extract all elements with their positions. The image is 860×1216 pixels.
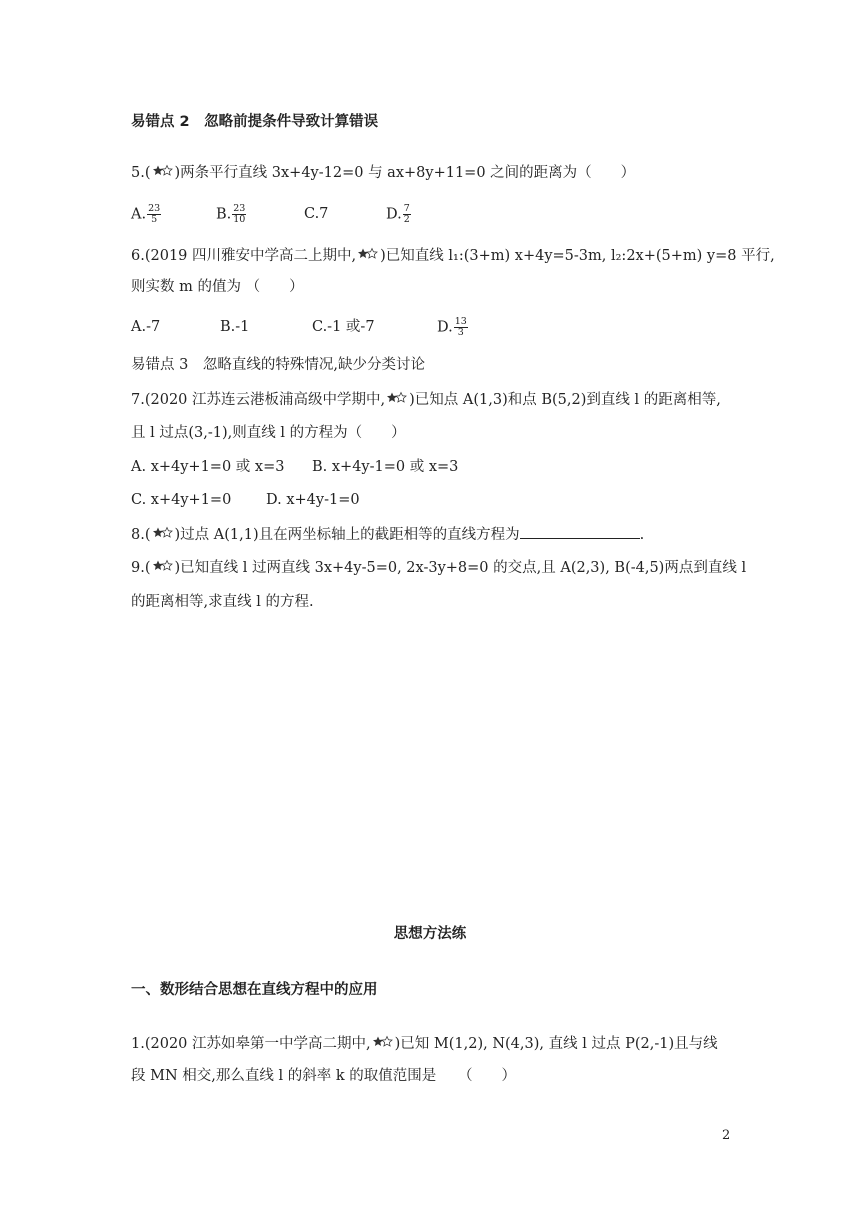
q6-option-d: D. $\frac{13}{3}$ xyxy=(437,316,467,338)
difficulty-stars-icon xyxy=(152,525,174,545)
section-title-error-3: 易错点 3 忽略直线的特殊情况,缺少分类讨论 xyxy=(131,357,425,373)
q7-option-d: D. x+4y-1=0 xyxy=(266,492,360,508)
method-subsection-title: 一、数形结合思想在直线方程中的应用 xyxy=(131,982,378,998)
question-9-line2: 的距离相等,求直线 l 的方程. xyxy=(131,594,314,610)
question-7-line2: 且 l 过点(3,-1),则直线 l 的方程为（ ） xyxy=(131,425,406,441)
section-title-error-2: 易错点 2 忽略前提条件导致计算错误 xyxy=(131,114,379,130)
question-6: 6.(2019 四川雅安中学高二上期中, )已知直线 l₁:(3+m) x+4y=5-3m, l₂:2x+(5+m) y=8 平行, xyxy=(131,248,775,264)
q7-option-c: C. x+4y+1=0 xyxy=(131,492,232,508)
method-question-1-line2: 段 MN 相交,那么直线 l 的斜率 k 的取值范围是 （ ） xyxy=(131,1068,516,1084)
q5-option-c: C.7 xyxy=(304,206,329,222)
question-9: 9.( )已知直线 l 过两直线 3x+4y-5=0, 2x-3y+8=0 的交点,且 A(2,3), B(-4,5)两点到直线 l xyxy=(131,560,747,576)
question-7: 7.(2020 江苏连云港板浦高级中学期中, )已知点 A(1,3)和点 B(5,2)到直线 l 的距离相等, xyxy=(131,392,721,408)
answer-blank[interactable] xyxy=(520,524,640,539)
method-question-1: 1.(2020 江苏如皋第一中学高二期中, )已知 M(1,2), N(4,3), 直线 l 过点 P(2,-1)且与线 xyxy=(131,1036,718,1052)
difficulty-stars-icon xyxy=(372,1034,394,1054)
q7-option-b: B. x+4y-1=0 或 x=3 xyxy=(312,459,459,475)
question-5: 5.( )两条平行直线 3x+4y-12=0 与 ax+8y+11=0 之间的距离为（ ） xyxy=(131,165,636,181)
question-8: 8.( )过点 A(1,1)且在两坐标轴上的截距相等的直线方程为 . xyxy=(131,524,644,545)
page-number: 2 xyxy=(722,1128,731,1143)
q6-option-c: C.-1 或-7 xyxy=(312,319,375,335)
difficulty-stars-icon xyxy=(152,558,174,578)
q6-option-b: B.-1 xyxy=(220,319,250,335)
q5-option-a: A. $\frac{23}{5}$ xyxy=(131,203,161,225)
difficulty-stars-icon xyxy=(152,163,174,183)
q5-option-b: B. $\frac{23}{10}$ xyxy=(216,203,246,225)
q6-option-a: A.-7 xyxy=(131,319,161,335)
q5-option-d: D. $\frac{7}{2}$ xyxy=(386,203,410,225)
difficulty-stars-icon xyxy=(386,390,408,410)
difficulty-stars-icon xyxy=(357,246,379,266)
question-6-line2: 则实数 m 的值为 （ ） xyxy=(131,279,304,295)
method-section-title: 思想方法练 xyxy=(393,926,467,942)
q7-option-a: A. x+4y+1=0 或 x=3 xyxy=(131,459,285,475)
